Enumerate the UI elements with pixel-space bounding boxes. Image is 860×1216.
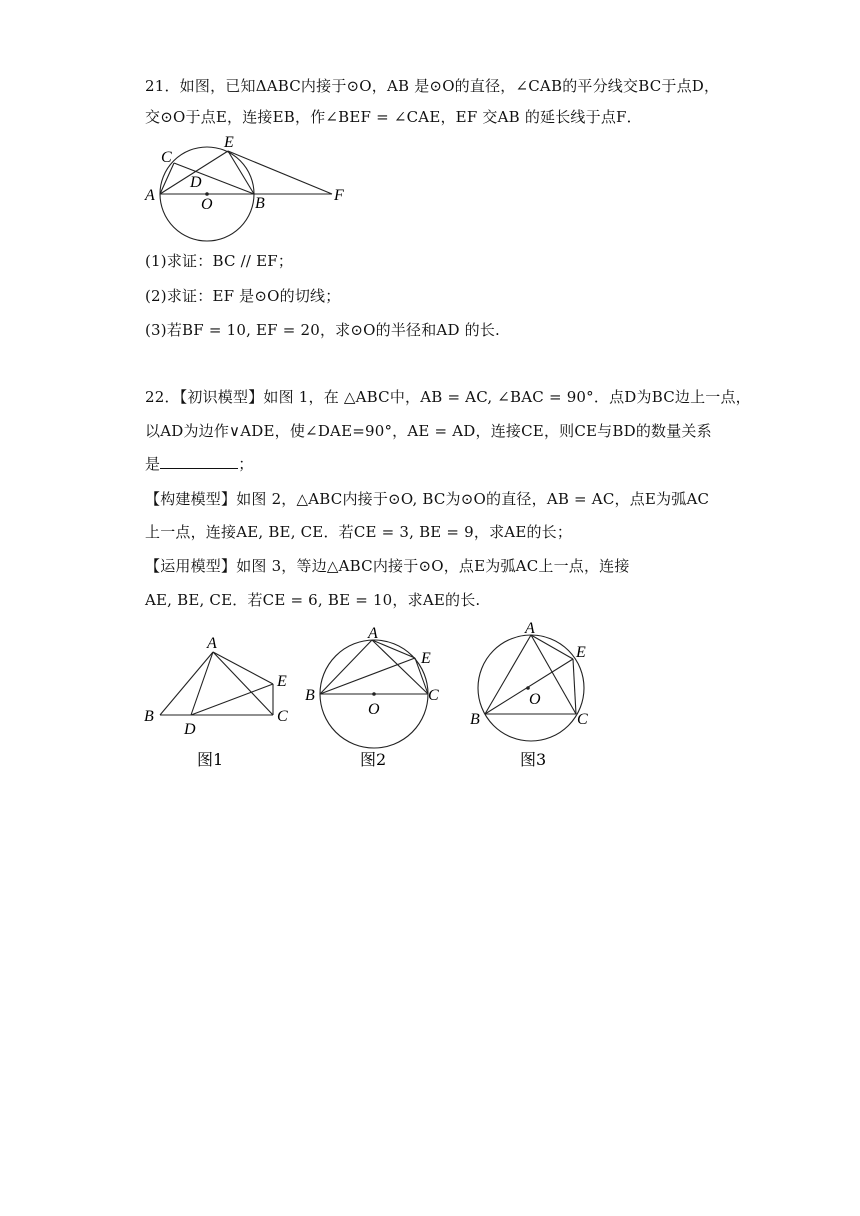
q22-line2: 以AD为边作∨ADE，使∠DAE=90°，AE = AD，连接CE，则CE与BD的数量关系 bbox=[145, 422, 712, 440]
fig3-caption: 图3 bbox=[520, 750, 547, 769]
fig3-label-b: B bbox=[470, 711, 480, 728]
fig3-label-o: O bbox=[529, 691, 541, 708]
fig21-label-a: A bbox=[145, 187, 155, 204]
fig1-caption: 图1 bbox=[197, 750, 224, 769]
fig1-label-a: A bbox=[207, 635, 217, 652]
q22-line4: 【构建模型】如图 2，△ABC内接于⊙O, BC为⊙O的直径，AB = AC，点E为弧AC bbox=[145, 490, 710, 508]
fig3-label-e: E bbox=[576, 644, 586, 661]
fig21-label-e: E bbox=[224, 134, 234, 151]
fig21-label-o: O bbox=[201, 196, 213, 213]
q22-figure-3 bbox=[465, 622, 625, 772]
q21-line2: 交⊙O于点E，连接EB，作∠BEF = ∠CAE，EF 交AB 的延长线于点F． bbox=[145, 108, 642, 126]
q22-figure-1 bbox=[140, 632, 300, 772]
fig21-label-f: F bbox=[334, 187, 344, 204]
fig21-label-c: C bbox=[161, 149, 172, 166]
q22-line3-post: ； bbox=[238, 455, 254, 473]
q22-line3-pre: 是 bbox=[145, 455, 161, 473]
q22-line1: 22．【初识模型】如图 1，在 △ABC中，AB = AC, ∠BAC = 90°．点D为BC边上一点， bbox=[145, 388, 751, 406]
fig1-label-b: B bbox=[144, 708, 154, 725]
fig21-label-d: D bbox=[190, 174, 202, 191]
fig2-label-c: C bbox=[428, 687, 439, 704]
fig21-label-b: B bbox=[255, 195, 265, 212]
q22-figure-2 bbox=[300, 622, 460, 772]
q22-line6: 【运用模型】如图 3，等边△ABC内接于⊙O，点E为弧AC上一点，连接 bbox=[145, 557, 630, 575]
fig1-label-e: E bbox=[277, 673, 287, 690]
q21-figure bbox=[145, 136, 365, 216]
fig2-label-b: B bbox=[305, 687, 315, 704]
answer-blank[interactable] bbox=[160, 454, 238, 469]
fig3-label-a: A bbox=[525, 620, 535, 637]
fig1-label-c: C bbox=[277, 708, 288, 725]
fig2-caption: 图2 bbox=[360, 750, 387, 769]
fig3-label-c: C bbox=[577, 711, 588, 728]
q22-line7: AE, BE, CE．若CE = 6, BE = 10，求AE的长. bbox=[145, 591, 481, 609]
fig2-label-a: A bbox=[368, 625, 378, 642]
q21-part2: (2)求证：EF 是⊙O的切线； bbox=[145, 287, 341, 305]
q22-line3 bbox=[145, 454, 253, 474]
q21-part3: (3)若BF = 10, EF = 20，求⊙O的半径和AD 的长. bbox=[145, 321, 501, 339]
q21-line1: 21．如图，已知ΔABC内接于⊙O，AB 是⊙O的直径，∠CAB的平分线交BC于点D， bbox=[145, 77, 720, 95]
fig2-label-e: E bbox=[421, 650, 431, 667]
fig2-label-o: O bbox=[368, 701, 380, 718]
q22-line5: 上一点，连接AE, BE, CE．若CE = 3, BE = 9，求AE的长； bbox=[145, 523, 573, 541]
q21-part1: (1)求证：BC // EF； bbox=[145, 252, 294, 270]
fig1-label-d: D bbox=[184, 721, 196, 738]
